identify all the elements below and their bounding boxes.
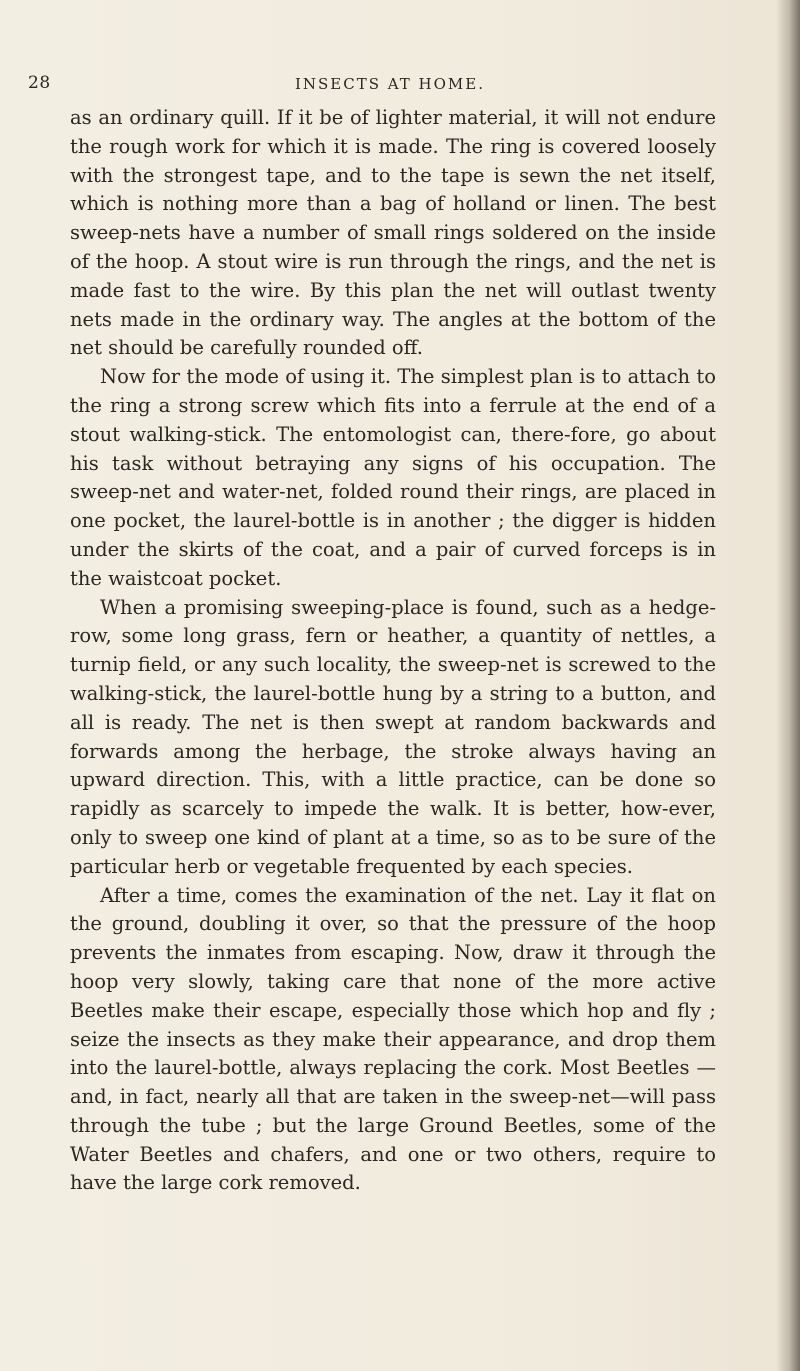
paragraph-1: as an ordinary quill. If it be of lighter material, it will not endure the rough work for which it is made. The ring is covered loosely with the strongest tape, and to the tape is sewn the net itself, which is nothing more than a bag of holland or linen. The best sweep-nets have a number of small rings soldered on the inside of the hoop. A stout wire is run through the rings, and the net is made fast to the wire. By this plan the net will outlast twenty nets made in the ordinary way. The angles at the bottom of the net should be carefully rounded off. <box>70 106 716 360</box>
paragraph-3: When a promising sweeping-place is found, such as a hedge-row, some long grass, fern or heather, a quantity of nettles, a turnip field, or any such locality, the sweep-net is screwed to the walking-stick, the laurel-bottle hung by a string to a button, and all is ready. The net is then swept at random backwards and forwards among the herbage, the stroke always having an upward direction. This, with a little practice, can be done so rapidly as scarcely to impede the walk. It is better, how-ever, only to sweep one kind of plant at a time, so as to be sure of the particular herb or vegetable frequented by each species. <box>70 595 716 878</box>
body-text <box>70 104 716 1198</box>
spine-shadow <box>776 0 800 1371</box>
page-number: 28 <box>28 73 51 93</box>
running-head <box>0 73 780 97</box>
running-title: INSECTS AT HOME. <box>294 75 486 93</box>
paragraph-4: After a time, comes the examination of the net. Lay it flat on the ground, doubling it over, so that the pressure of the hoop prevents the inmates from escaping. Now, draw it through the hoop very slowly, taking care that none of the more active Beetles make their escape, especially those which hop and fly ; seize the insects as they make their appearance, and drop them into the laurel-bottle, always replacing the cork. Most Beetles —and, in fact, nearly all that are taken in the sweep-net—will pass through the tube ; but the large Ground Beetles, some of the Water Beetles and chafers, and one or two others, require to have the large cork removed. <box>70 883 716 1195</box>
paragraph-2: Now for the mode of using it. The simplest plan is to attach to the ring a strong screw which fits into a ferrule at the end of a stout walking-stick. The entomologist can, there-fore, go about his task without betraying any signs of his occupation. The sweep-net and water-net, folded round their rings, are placed in one pocket, the laurel-bottle is in another ; the digger is hidden under the skirts of the coat, and a pair of curved forceps is in the waistcoat pocket. <box>70 365 716 590</box>
